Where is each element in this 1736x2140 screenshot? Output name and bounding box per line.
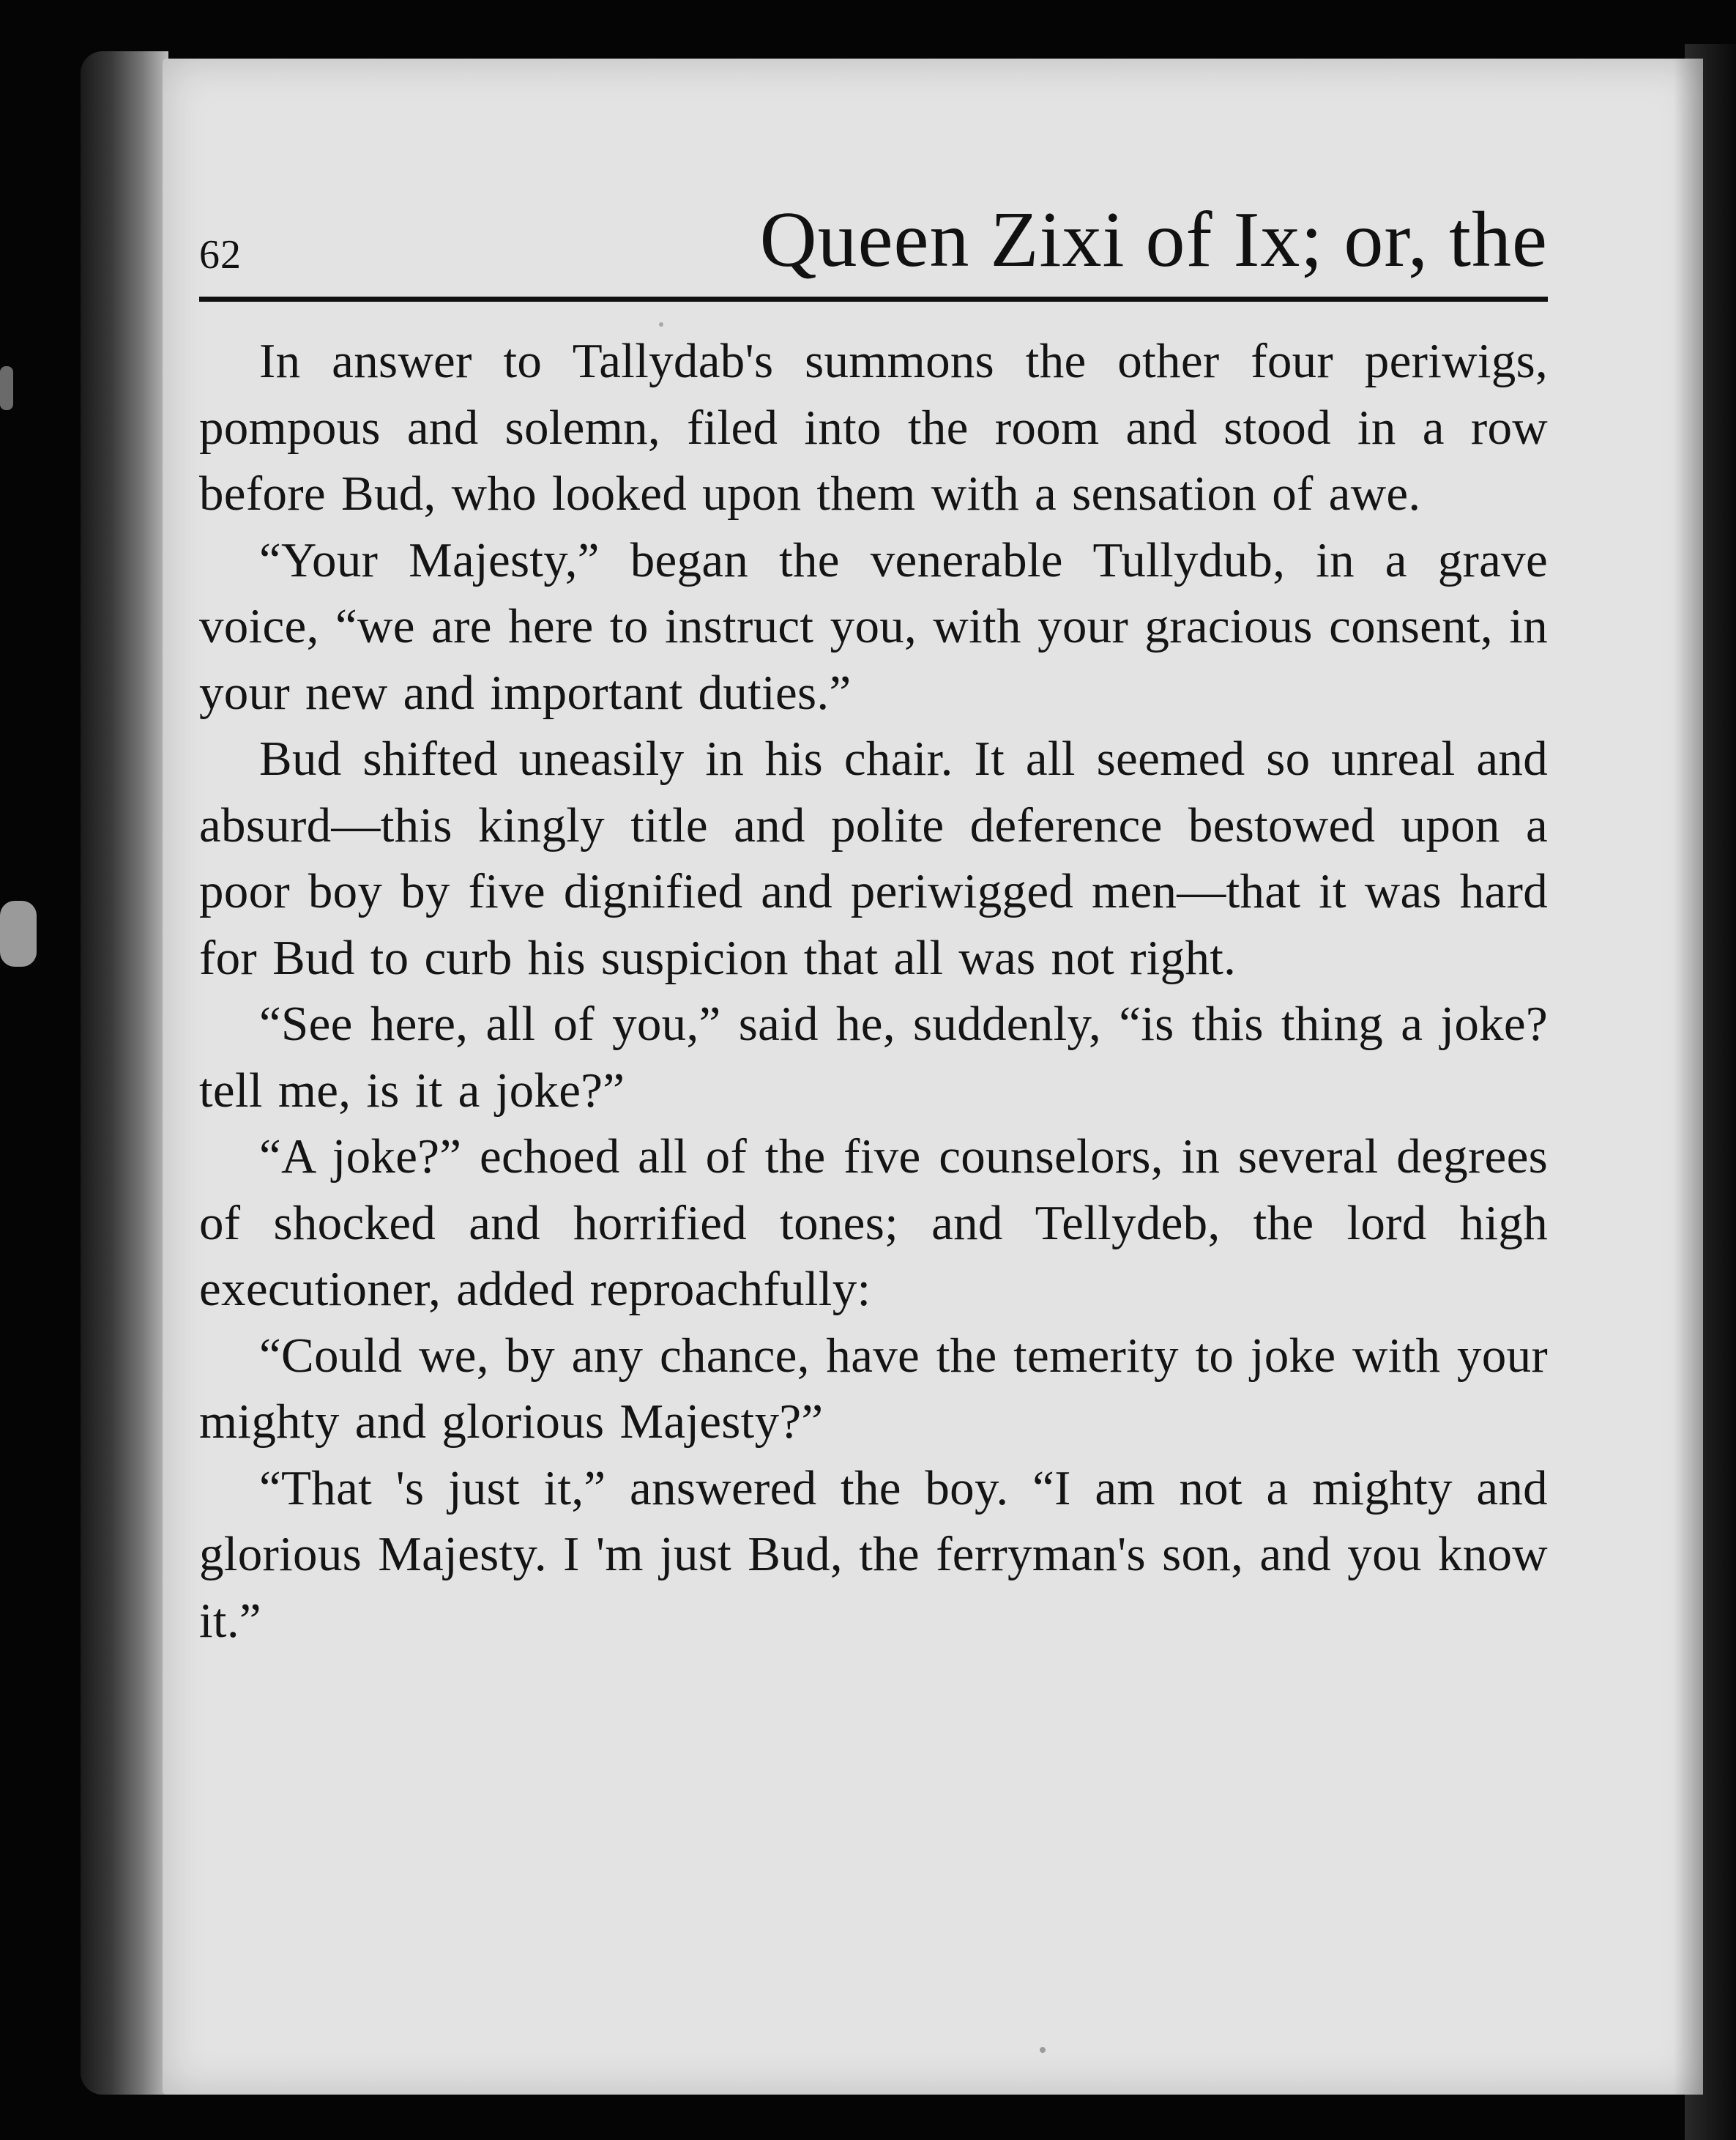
- page-gutter-shadow: [1674, 59, 1703, 2095]
- header-rule: [199, 297, 1548, 302]
- scan-edge-mark: [0, 366, 13, 410]
- body-text: [199, 328, 1548, 1654]
- book-binding-left: [81, 51, 168, 2095]
- paragraph: “That 's just it,” answered the boy. “I am not a mighty and glorious Majesty. I 'm just Bud, the ferryman's son, and you know it.”: [199, 1460, 1548, 1648]
- paragraph: Bud shifted uneasily in his chair. It all seemed so unreal and absurd—this kingly title and polite deference bestowed upon a poor boy by five dignified and periwigged men—that it was hard for Bud to curb his suspicion that all was not right.: [199, 732, 1548, 985]
- scan-speck: [659, 322, 663, 327]
- paragraph: In answer to Tallydab's summons the other four periwigs, pompous and solemn, filed into the room and stood in a row before Bud, who looked upon them with a sensation of awe.: [199, 334, 1548, 521]
- page-number: 62: [199, 232, 242, 278]
- paragraph: “A joke?” echoed all of the five counselors, in several degrees of shocked and horrified tones; and Tellydeb, the lord high executioner, added reproachfully:: [199, 1129, 1548, 1316]
- running-title: Queen Zixi of Ix; or, the: [759, 196, 1548, 283]
- paragraph: “See here, all of you,” said he, suddenly, “is this thing a joke? tell me, is it a joke?”: [199, 997, 1548, 1118]
- scan-speck: [1040, 2047, 1046, 2053]
- paragraph: “Your Majesty,” began the venerable Tullydub, in a grave voice, “we are here to instruct you, with your gracious consent, in your new and important duties.”: [199, 532, 1548, 720]
- scan-edge-mark: [0, 901, 37, 967]
- running-head: [199, 183, 1548, 293]
- paragraph: “Could we, by any chance, have the temerity to joke with your mighty and glorious Majesty?”: [199, 1328, 1548, 1449]
